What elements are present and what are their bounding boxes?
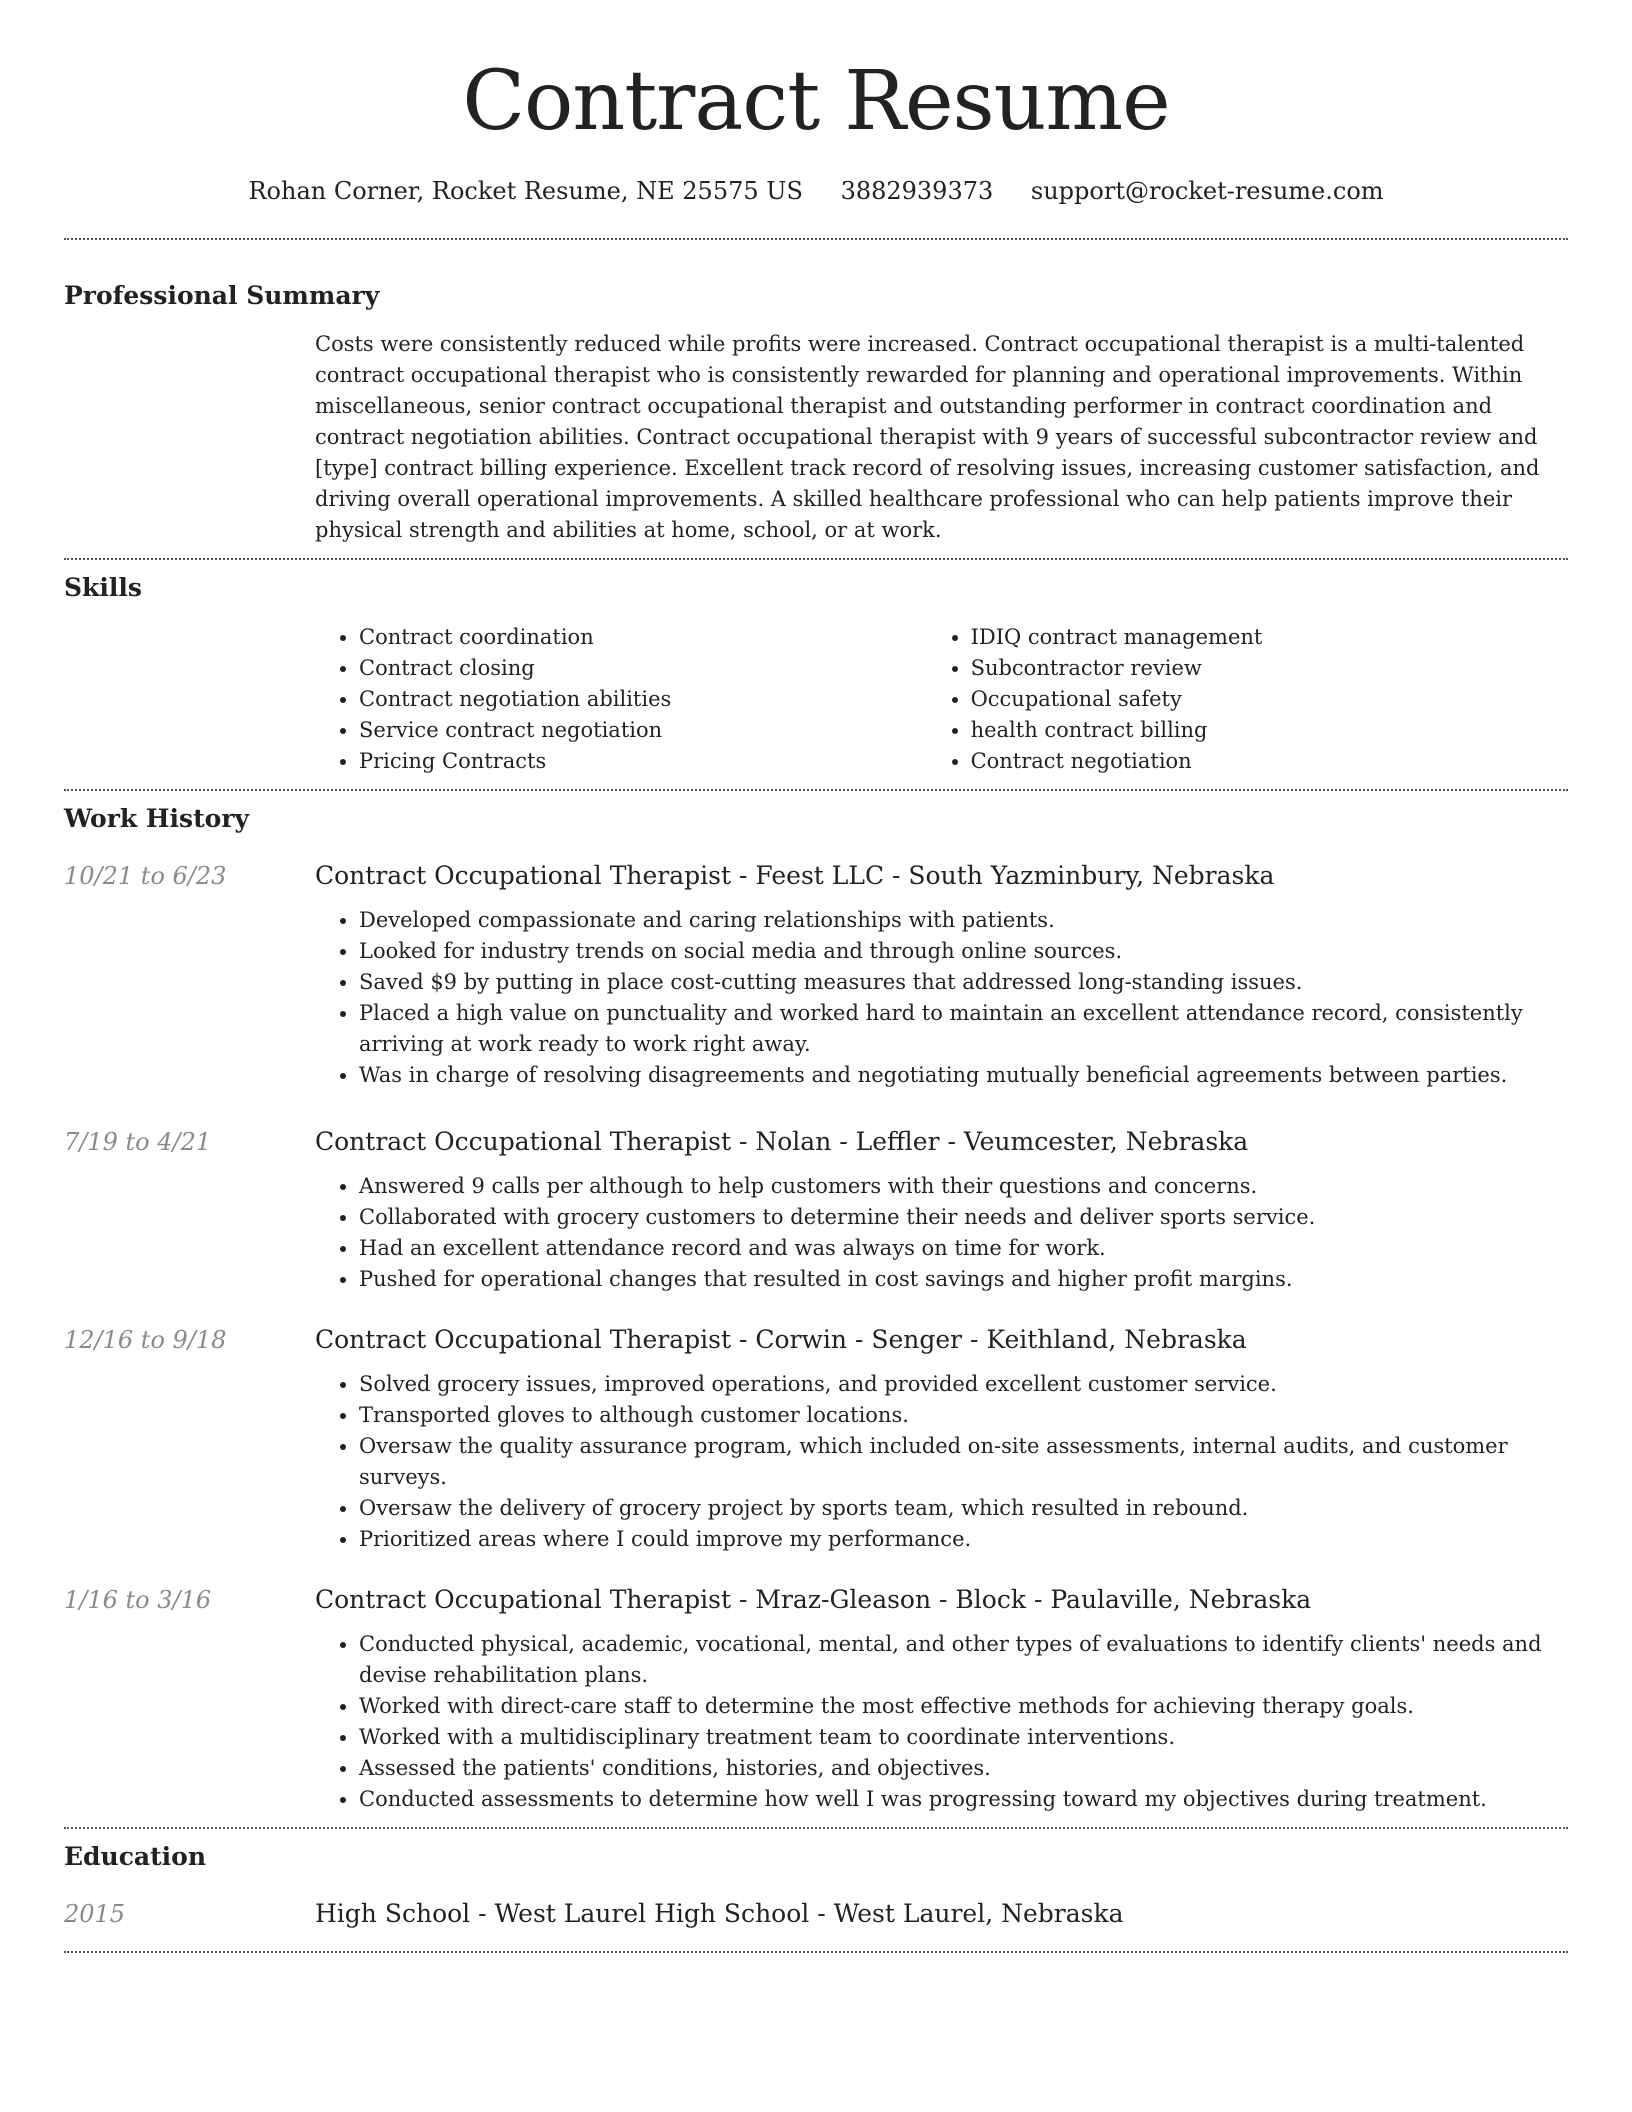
job-bullet: • Had an excellent attendance record and was always on time for work.: [359, 1233, 1568, 1264]
skill-item: • Contract coordination: [359, 622, 927, 653]
job-bullet: • Placed a high value on punctuality and worked hard to maintain an excellent attendance record, consistently arriving at work ready to work right away.: [359, 998, 1568, 1060]
divider: [64, 1951, 1568, 1953]
contact-address: Rohan Corner, Rocket Resume, NE 25575 US: [248, 177, 803, 205]
job-bullet: • Collaborated with grocery customers to determine their needs and deliver sports service.: [359, 1202, 1568, 1233]
resume-page: [64, 0, 1568, 1953]
job-date: 12/16 to 9/18: [64, 1326, 227, 1354]
skills-section: [64, 571, 1568, 777]
skill-item: • Occupational safety: [971, 684, 1568, 715]
education-section: [64, 1840, 1568, 1931]
job-details: [315, 1369, 1568, 1555]
summary-section: [64, 279, 1568, 546]
education-entry: [64, 1897, 1568, 1931]
education-date: 2015: [64, 1900, 126, 1928]
skill-item: • Contract negotiation: [971, 746, 1568, 777]
skill-item: • health contract billing: [971, 715, 1568, 746]
job-bullet: • Developed compassionate and caring relationships with patients.: [359, 905, 1568, 936]
job-bullet: • Worked with a multidisciplinary treatment team to coordinate interventions.: [359, 1722, 1568, 1753]
work-heading: Work History: [64, 804, 250, 833]
skills-heading: Skills: [64, 573, 142, 602]
job-bullet: • Worked with direct-care staff to determine the most effective methods for achieving therapy goals.: [359, 1691, 1568, 1722]
job-details: [315, 1171, 1568, 1295]
skill-item: • Subcontractor review: [971, 653, 1568, 684]
job-bullet: • Conducted physical, academic, vocational, mental, and other types of evaluations to identify clients' needs and devise rehabilitation plans.: [359, 1629, 1568, 1691]
job-bullet: • Pushed for operational changes that resulted in cost savings and higher profit margins.: [359, 1264, 1568, 1295]
job-entry: [64, 1125, 1568, 1295]
job-entry: [64, 1583, 1568, 1815]
skills-list-left: [315, 622, 927, 777]
contact-email: support@rocket-resume.com: [1030, 177, 1384, 205]
job-bullet: • Oversaw the delivery of grocery project by sports team, which resulted in rebound.: [359, 1493, 1568, 1524]
skill-item: • IDIQ contract management: [971, 622, 1568, 653]
divider: [64, 1827, 1568, 1829]
job-entry: [64, 1323, 1568, 1555]
divider: [64, 789, 1568, 791]
summary-text: Costs were consistently reduced while profits were increased. Contract occupational therapist is a multi-talented contract occupational therapist who is consistently rewarded for planning and operational improvements. Within miscellaneous, senior contract occupational therapist and outstanding performer in contract coordination and contract negotiation abilities. Contract occupational therapist with 9 years of successful subcontractor review and [type] contract billing experience. Excellent track record of resolving issues, increasing customer satisfaction, and driving overall operational improvements. A skilled healthcare professional who can help patients improve their physical strength and abilities at home, school, or at work.: [315, 332, 1540, 542]
job-bullets: [315, 1629, 1568, 1815]
divider: [64, 558, 1568, 560]
summary-heading: Professional Summary: [64, 281, 380, 310]
education-heading: Education: [64, 1842, 207, 1871]
job-details: [315, 1629, 1568, 1815]
skill-item: • Pricing Contracts: [359, 746, 927, 777]
job-bullet: • Conducted assessments to determine how well I was progressing toward my objectives during treatment.: [359, 1784, 1568, 1815]
education-title: High School - West Laurel High School - West Laurel, Nebraska: [315, 1899, 1124, 1928]
job-bullet: • Solved grocery issues, improved operations, and provided excellent customer service.: [359, 1369, 1568, 1400]
skill-item: • Contract closing: [359, 653, 927, 684]
job-title: Contract Occupational Therapist - Nolan - Leffler - Veumcester, Nebraska: [315, 1127, 1249, 1156]
skill-item: • Service contract negotiation: [359, 715, 927, 746]
job-title: Contract Occupational Therapist - Feest LLC - South Yazminbury, Nebraska: [315, 861, 1275, 890]
job-date: 10/21 to 6/23: [64, 862, 227, 890]
contact-line: [64, 174, 1568, 208]
divider: [64, 238, 1568, 240]
skills-columns: [315, 622, 1568, 777]
job-details: [315, 905, 1568, 1091]
job-date: 7/19 to 4/21: [64, 1128, 212, 1156]
job-bullet: • Saved $9 by putting in place cost-cutting measures that addressed long-standing issues.: [359, 967, 1568, 998]
skill-item: • Contract negotiation abilities: [359, 684, 927, 715]
job-bullet: • Looked for industry trends on social media and through online sources.: [359, 936, 1568, 967]
job-bullet: • Oversaw the quality assurance program, which included on-site assessments, internal audits, and customer surveys.: [359, 1431, 1568, 1493]
job-bullets: [315, 1171, 1568, 1295]
job-bullet: • Answered 9 calls per although to help customers with their questions and concerns.: [359, 1171, 1568, 1202]
job-bullet: • Prioritized areas where I could improve my performance.: [359, 1524, 1568, 1555]
contact-phone: 3882939373: [840, 177, 994, 205]
resume-title: Contract Resume: [462, 54, 1170, 149]
job-bullet: • Transported gloves to although customer locations.: [359, 1400, 1568, 1431]
job-title: Contract Occupational Therapist - Corwin - Senger - Keithland, Nebraska: [315, 1325, 1247, 1354]
job-bullets: [315, 905, 1568, 1091]
job-date: 1/16 to 3/16: [64, 1586, 212, 1614]
job-bullets: [315, 1369, 1568, 1555]
job-bullet: • Assessed the patients' conditions, histories, and objectives.: [359, 1753, 1568, 1784]
job-title: Contract Occupational Therapist - Mraz-Gleason - Block - Paulaville, Nebraska: [315, 1585, 1312, 1614]
job-bullet: • Was in charge of resolving disagreements and negotiating mutually beneficial agreements between parties.: [359, 1060, 1568, 1091]
job-entry: [64, 859, 1568, 1091]
work-section: [64, 802, 1568, 1815]
skills-list-right: [927, 622, 1568, 777]
